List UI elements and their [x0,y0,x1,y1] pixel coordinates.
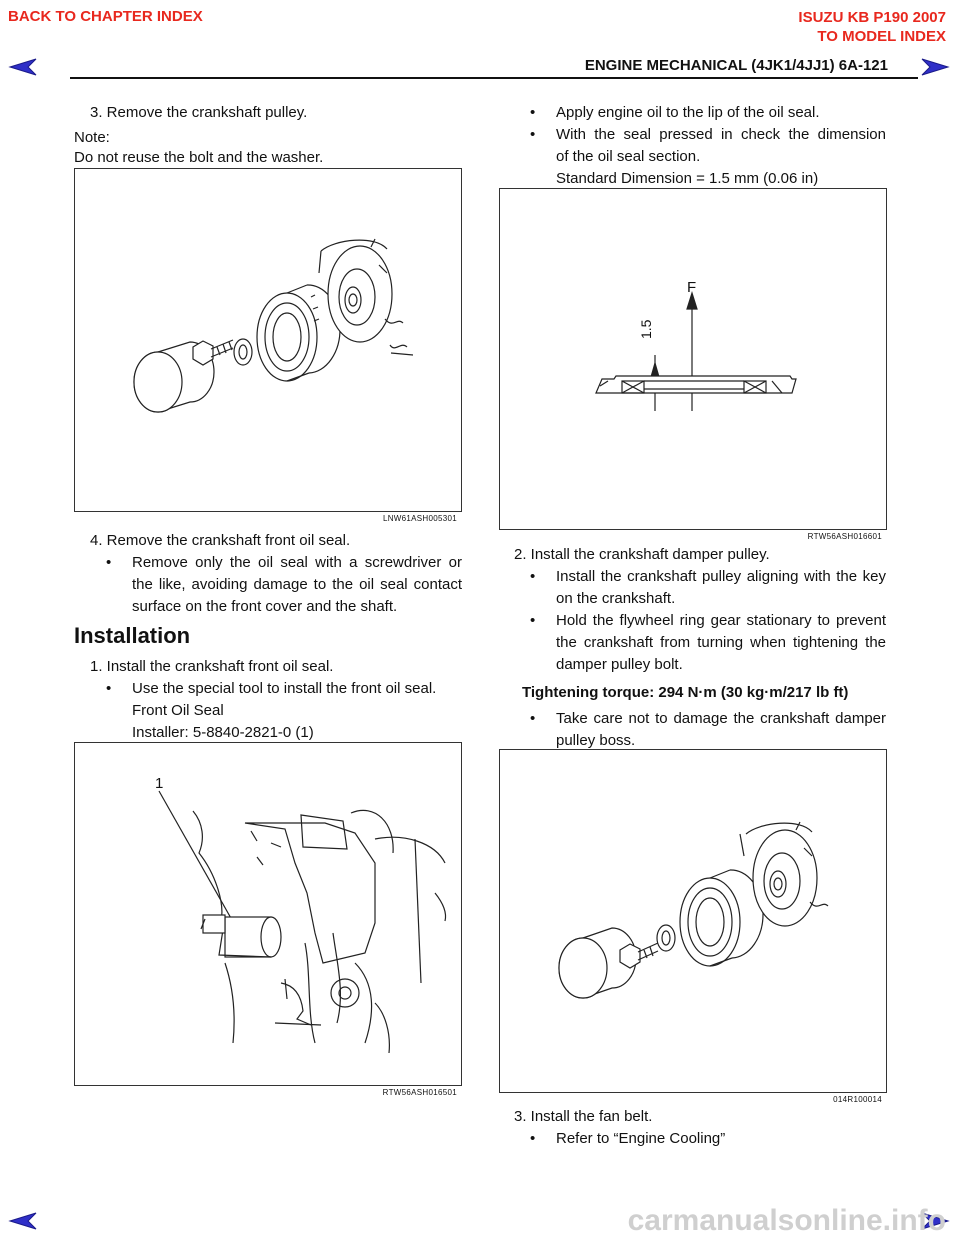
bullet-text-line-3: Standard Dimension = 1.5 mm (0.06 in) [556,170,819,187]
install-step-3: 3. Install the fan belt. [514,1108,653,1125]
callout-1: 1 [155,775,164,792]
bullet-dot: • [530,1130,536,1147]
bullet-remove-seal-screwdriver [106,552,462,618]
step-4-remove-oil-seal: 4. Remove the crankshaft front oil seal. [90,532,351,549]
step-3-remove-pulley: 3. Remove the crankshaft pulley. [90,104,308,121]
figure-3-caption: RTW56ASH016601 [807,532,882,541]
bullet-text: Hold the flywheel ring gear stationary to prevent the crankshaft from turning when tightening the damper pulley bolt. [556,612,886,673]
figure-install-oil-seal [74,742,462,1097]
figure-1-caption: LNW61ASH005301 [382,514,457,523]
bullet-dot: • [530,104,536,121]
bullet-apply-engine-oil [530,102,886,124]
bullet-text-block [132,678,462,744]
bullet-text-line-2: of the oil seal section. [556,148,701,165]
header-rule [70,77,918,79]
bullet-text: Install the crankshaft pulley aligning with the key on the crankshaft. [556,568,886,607]
to-model-index[interactable]: TO MODEL INDEX [817,28,946,45]
note-label: Note: [74,129,110,146]
bullet-dot: • [530,126,536,143]
bullet-text: Remove only the oil seal with a screwdriver or the like, avoiding damage to the oil seal contact surface on the front cover and the shaft. [132,554,462,615]
watermark: carmanualsonline.info [627,1204,946,1237]
bullet-dot: • [106,680,112,697]
bullet-text-line-1: With the seal pressed in check the dimension [556,126,886,143]
section-installation-heading: Installation [74,623,191,648]
bullet-text: Take care not to damage the crankshaft damper pulley boss. [556,710,886,749]
bullet-dot: • [106,554,112,571]
model-index-link[interactable] [798,8,946,46]
figure-remove-pulley [74,168,462,523]
bullet-dot: • [530,568,536,585]
bullet-text-line-3: Installer: 5-8840-2821-0 (1) [132,724,314,741]
footer-prev-arrow-icon[interactable] [8,1212,38,1235]
model-title[interactable]: ISUZU KB P190 2007 [798,9,946,26]
bullet-hold-flywheel [530,610,886,676]
figure-4-caption: 014R100014 [833,1095,882,1104]
bullet-check-dimension [530,124,886,190]
bullet-dot: • [530,612,536,629]
bullet-text: Apply engine oil to the lip of the oil seal. [556,104,820,121]
figure-seal-dimension [499,188,887,541]
bullet-text-line-2: Front Oil Seal [132,702,224,719]
note-text: Do not reuse the bolt and the washer. [74,149,324,166]
tightening-torque: Tightening torque: 294 N·m (30 kg·m/217 lb ft) [522,684,849,701]
bullet-damage-boss [530,708,886,752]
bullet-align-key [530,566,886,610]
back-to-chapter-index-link[interactable]: BACK TO CHAPTER INDEX [8,8,203,25]
bullet-text-block [556,124,886,190]
label-f: F [687,279,697,296]
figure-install-pulley [499,749,887,1104]
bullet-dot: • [530,710,536,727]
label-dimension-1-5: 1.5 [638,319,654,339]
install-step-2: 2. Install the crankshaft damper pulley. [514,546,770,563]
bullet-text: Refer to “Engine Cooling” [556,1130,726,1147]
bullet-use-special-tool [106,678,462,744]
figure-2-caption: RTW56ASH016501 [382,1088,457,1097]
install-step-1: 1. Install the crankshaft front oil seal. [90,658,334,675]
bullet-refer-engine-cooling [530,1128,886,1150]
next-page-arrow-icon[interactable] [920,58,950,81]
prev-page-arrow-icon[interactable] [8,58,38,81]
page-title: ENGINE MECHANICAL (4JK1/4JJ1) 6A-121 [584,57,888,74]
bullet-text-line-1: Use the special tool to install the front oil seal. [132,680,437,697]
